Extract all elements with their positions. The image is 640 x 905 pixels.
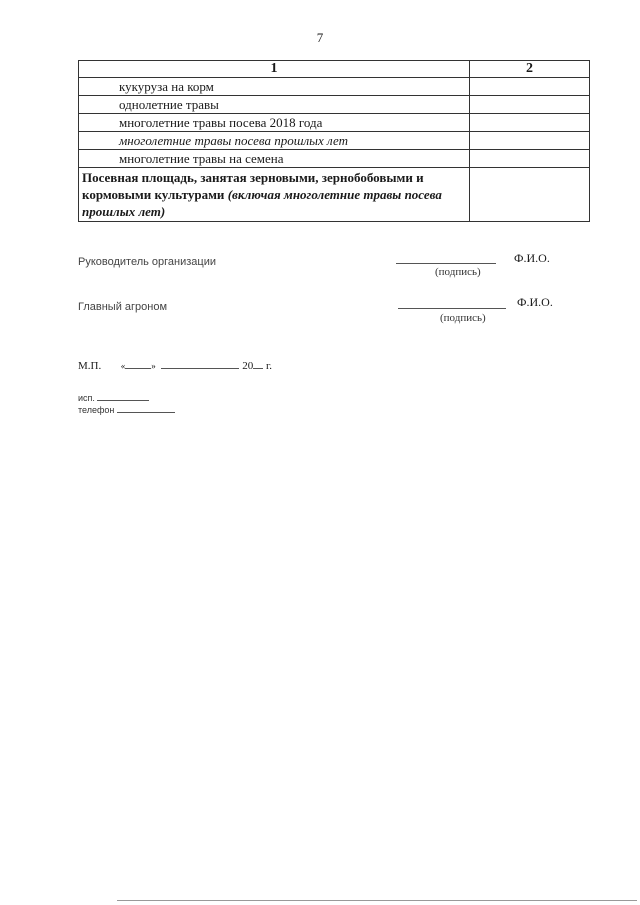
year-suffix: г. — [265, 360, 273, 372]
head-of-organization-label: Руководитель организации — [78, 256, 217, 268]
executor-label: исп. — [78, 393, 95, 403]
phone-label: телефон — [78, 405, 115, 415]
scan-edge-line — [117, 900, 637, 901]
table-row — [79, 114, 590, 132]
phone-line — [78, 404, 175, 415]
row-value-cell — [470, 96, 590, 114]
year-prefix: 20 — [242, 360, 254, 372]
phone-blank — [117, 404, 175, 413]
page-number: 7 — [316, 30, 324, 45]
table-row — [79, 78, 590, 96]
stamp-date-line — [78, 358, 272, 372]
column-header-2: 2 — [470, 61, 590, 78]
agronomist-signature-line — [398, 308, 506, 309]
head-fio: Ф.И.О. — [514, 251, 550, 265]
quote-close: » — [151, 361, 156, 371]
executor-blank — [97, 392, 149, 401]
table-row — [79, 150, 590, 168]
quote-open: « — [120, 361, 126, 371]
row-value-cell — [470, 150, 590, 168]
table-row — [79, 132, 590, 150]
total-label-italic: (включая многолетние травы посева прошлых лет) — [82, 187, 442, 219]
row-label: многолетние травы на семена — [79, 150, 470, 168]
day-blank — [125, 358, 151, 369]
total-label-bold: Посевная площадь, занятая зерновыми, зернобобовыми и кормовыми культурами — [82, 170, 424, 202]
total-value-cell — [470, 168, 590, 222]
row-value-cell — [470, 78, 590, 96]
row-label: однолетние травы — [79, 96, 470, 114]
column-header-1: 1 — [79, 61, 470, 78]
row-value-cell — [470, 114, 590, 132]
agronomist-signature-hint: (подпись) — [440, 312, 486, 324]
sown-area-table — [78, 60, 590, 222]
row-value-cell — [470, 132, 590, 150]
total-label — [79, 168, 470, 222]
head-signature-hint: (подпись) — [435, 266, 481, 278]
stamp-mark: М.П. — [78, 360, 102, 372]
row-label: кукуруза на корм — [79, 78, 470, 96]
executor-line — [78, 392, 149, 403]
table-row — [79, 96, 590, 114]
table-header-row — [79, 61, 590, 78]
row-label: многолетние травы посева 2018 года — [79, 114, 470, 132]
chief-agronomist-label: Главный агроном — [78, 301, 168, 313]
head-signature-line — [396, 263, 496, 264]
table-total-row — [79, 168, 590, 222]
row-label: многолетние травы посева прошлых лет — [79, 132, 470, 150]
month-blank — [161, 358, 239, 369]
agronomist-fio: Ф.И.О. — [517, 295, 553, 309]
year-blank — [253, 358, 263, 369]
